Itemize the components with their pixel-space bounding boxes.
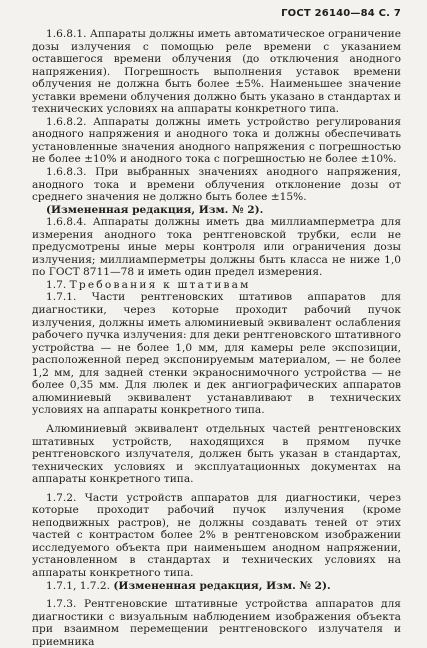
paragraph-1-7-2: 1.7.2. Части устройств аппаратов для диагностики, через которые проходит рабочий пучок излучения (кроме неподвижных растров), не должны создавать теней от этих частей с контрастом более 2% в рентгеновском изображении исследуемого объекта при наименьшем анодном напряжении, установленном в стандартах и технических условиях на аппараты конкретного типа. <box>32 491 401 579</box>
section-number: 1.7. <box>46 278 67 291</box>
amendment-label: (Измененная редакция, Изм. № 2). <box>113 579 331 592</box>
paragraph-1-7-1: 1.7.1. Части рентгеновских штативов аппаратов для диагностики, через которые проходит рабочий пучок излучения, должны иметь алюминиевый эквивалент ослабления рабочего пучка излучения: для деки рентгеновского штативного устройства — не более 1,0 мм, для камеры реле экспозиции, расположенной перед экспонируемым материалом, — не более 1,2 мм, для задней стенки экраноснимочного устройства — не более 0,35 мм. Для люлек и дек ангиографических аппаратов алюминиевый эквивалент устанавливают в технических условиях на аппараты конкретного типа. <box>32 291 401 417</box>
paragraph-1-6-8-4: 1.6.8.4. Аппараты должны иметь два миллиамперметра для измерения анодного тока рентгеновской трубки, если не предусмотрены иные меры контроля или ограничения дозы излучения; миллиамперметры должны быть класса не ниже 1,0 по ГОСТ 8711—78 и иметь один предел измерения. <box>32 216 401 279</box>
amendment-note: (Измененная редакция, Изм. № 2). <box>46 203 264 216</box>
paragraph-1-7-3: 1.7.3. Рентгеновские штативные устройства аппаратов для диагностики с визуальным наблюдением изображения объекта при взаимном перемещении рентгеновского излучателя и приемника <box>32 598 401 648</box>
amendment-ref: 1.7.1, 1.7.2. <box>46 579 114 592</box>
page-header: ГОСТ 26140—84 С. 7 <box>281 8 401 19</box>
section-title: Требования к штативам <box>69 278 251 291</box>
paragraph-1-6-8-3: 1.6.8.3. При выбранных значениях анодного напряжения, анодного тока и времени облучения отклонение дозы от среднего значения не должно быть более ±15%. <box>32 166 401 204</box>
paragraph-1-6-8-2: 1.6.8.2. Аппараты должны иметь устройство регулирования анодного напряжения и анодного тока и должны обеспечивать установленные значения анодного напряжения с погрешностью не более ±10% и анодного тока с погрешностью не более ±10%. <box>32 115 401 166</box>
paragraph-1-6-8-1: 1.6.8.1. Аппараты должны иметь автоматическое ограничение дозы излучения с помощью реле времени с указанием оставшегося времени облучения (до отключения анодного напряжения). Погрешность выполнения уставок времени облучения не должна быть более ±5%. Наименьшее значение уставки времени облучения должно быть указано в стандартах и технических условиях на аппараты конкретного типа. <box>32 28 401 116</box>
amendment-note-1-7 <box>32 580 401 593</box>
paragraph-aluminium-equivalent: Алюминиевый эквивалент отдельных частей рентгеновских штативных устройств, находящихся в прямом пучке рентгеновского излучателя, должен быть указан в стандартах, технических условиях и эксплуатационных документах на аппараты конкретного типа. <box>32 422 401 486</box>
section-heading <box>32 279 401 292</box>
body-text <box>32 28 401 648</box>
